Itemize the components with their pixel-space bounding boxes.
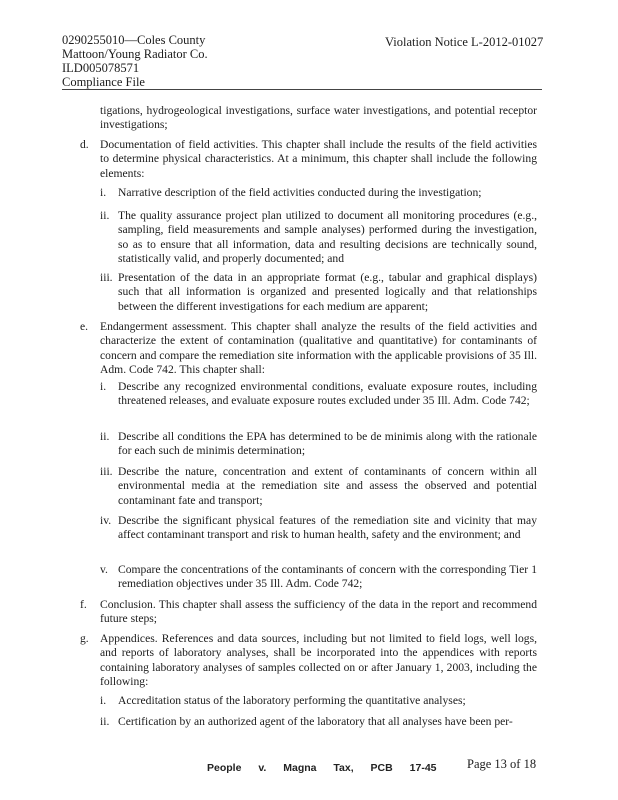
sub-label-d-i: i. [100, 186, 107, 199]
facility-block [62, 33, 208, 89]
sub-text-e-i: Describe any recognized environmental conditions, evaluate exposure routes, including threatened releases, and evaluate exposure routes excluded under 35 Ill. Adm. Code 742; [118, 380, 537, 408]
page-number: Page 13 of 18 [467, 757, 537, 771]
sub-label-e-ii: ii. [100, 430, 110, 443]
sub-text-d-iii: Presentation of the data in an appropriate format (e.g., tabular and graphical displays) such that all information is organized and presented logically and that relationships between the different investigations for each medium are apparent; [118, 271, 537, 313]
item-label-d: d. [80, 138, 89, 151]
facility-id-line: 0290255010—Coles County [62, 33, 206, 47]
sub-text-d-i: Narrative description of the field activities conducted during the investigation; [118, 186, 482, 199]
sub-text-g-i: Accreditation status of the laboratory performing the quantitative analyses; [118, 694, 466, 707]
sub-text-d-ii: The quality assurance project plan utilized to document all monitoring procedures (e.g., sampling, field measurements and sample analyses) performed during the investigation, so as to ensure that all information, data and resulting decisions are technically sound, statistically valid, and properly documented; and [118, 209, 537, 266]
sub-label-d-ii: ii. [100, 209, 110, 222]
sub-text-e-iv: Describe the significant physical features of the remediation site and vicinity that may affect contaminant transport and risk to human health, safety and the environment; and [118, 514, 537, 542]
item-text-e: Endangerment assessment. This chapter shall analyze the results of the field activities and characterize the extent of contamination (qualitative and quantitative) for contaminants of concern and compare the remediation site information with the applicable provisions of 35 Ill. Adm. Code 742. This chapter shall: [100, 320, 537, 377]
item-text-g: Appendices. References and data sources, including but not limited to field logs, well logs, and reports of laboratory analyses, shall be incorporated into the appendices with reports containing laboratory analyses of samples collected on or after January 1, 2003, including the following: [100, 632, 537, 689]
file-type-line: Compliance File [62, 75, 145, 89]
item-label-g: g. [80, 632, 89, 645]
item-text-f: Conclusion. This chapter shall assess the sufficiency of the data in the report and recommend future steps; [100, 598, 537, 626]
header-rule [62, 89, 542, 90]
sub-label-e-iii: iii. [100, 465, 113, 478]
sub-label-g-ii: ii. [100, 715, 110, 728]
facility-name-line: Mattoon/Young Radiator Co. [62, 47, 208, 61]
continuation-text: tigations, hydrogeological investigations, surface water investigations, and potential receptor investigations; [100, 104, 537, 132]
case-caption: People v. Magna Tax, PCB 17-45 [207, 762, 437, 774]
item-text-d: Documentation of field activities. This chapter shall include the results of the field activities to determine physical characteristics. At a minimum, this chapter shall include the following elements: [100, 138, 537, 180]
sub-text-e-iii: Describe the nature, concentration and extent of contaminants of concern within all environmental media at the remediation site and assess the observed and potential contaminant fate and transport; [118, 465, 537, 507]
sub-label-g-i: i. [100, 694, 107, 707]
sub-label-e-i: i. [100, 380, 107, 393]
sub-label-e-v: v. [100, 563, 108, 576]
sub-label-e-iv: iv. [100, 514, 112, 527]
sub-text-e-ii: Describe all conditions the EPA has determined to be de minimis along with the rationale for each such de minimis determination; [118, 430, 537, 458]
item-label-f: f. [80, 598, 87, 611]
sub-label-d-iii: iii. [100, 271, 113, 284]
item-label-e: e. [80, 320, 89, 333]
facility-epa-id-line: ILD005078571 [62, 61, 140, 75]
sub-text-g-ii: Certification by an authorized agent of the laboratory that all analyses have been per- [118, 715, 513, 728]
sub-text-e-v: Compare the concentrations of the contaminants of concern with the corresponding Tier 1 remediation objectives under 35 Ill. Adm. Code 742; [118, 563, 537, 591]
violation-notice-number: Violation Notice L-2012-01027 [385, 35, 544, 49]
